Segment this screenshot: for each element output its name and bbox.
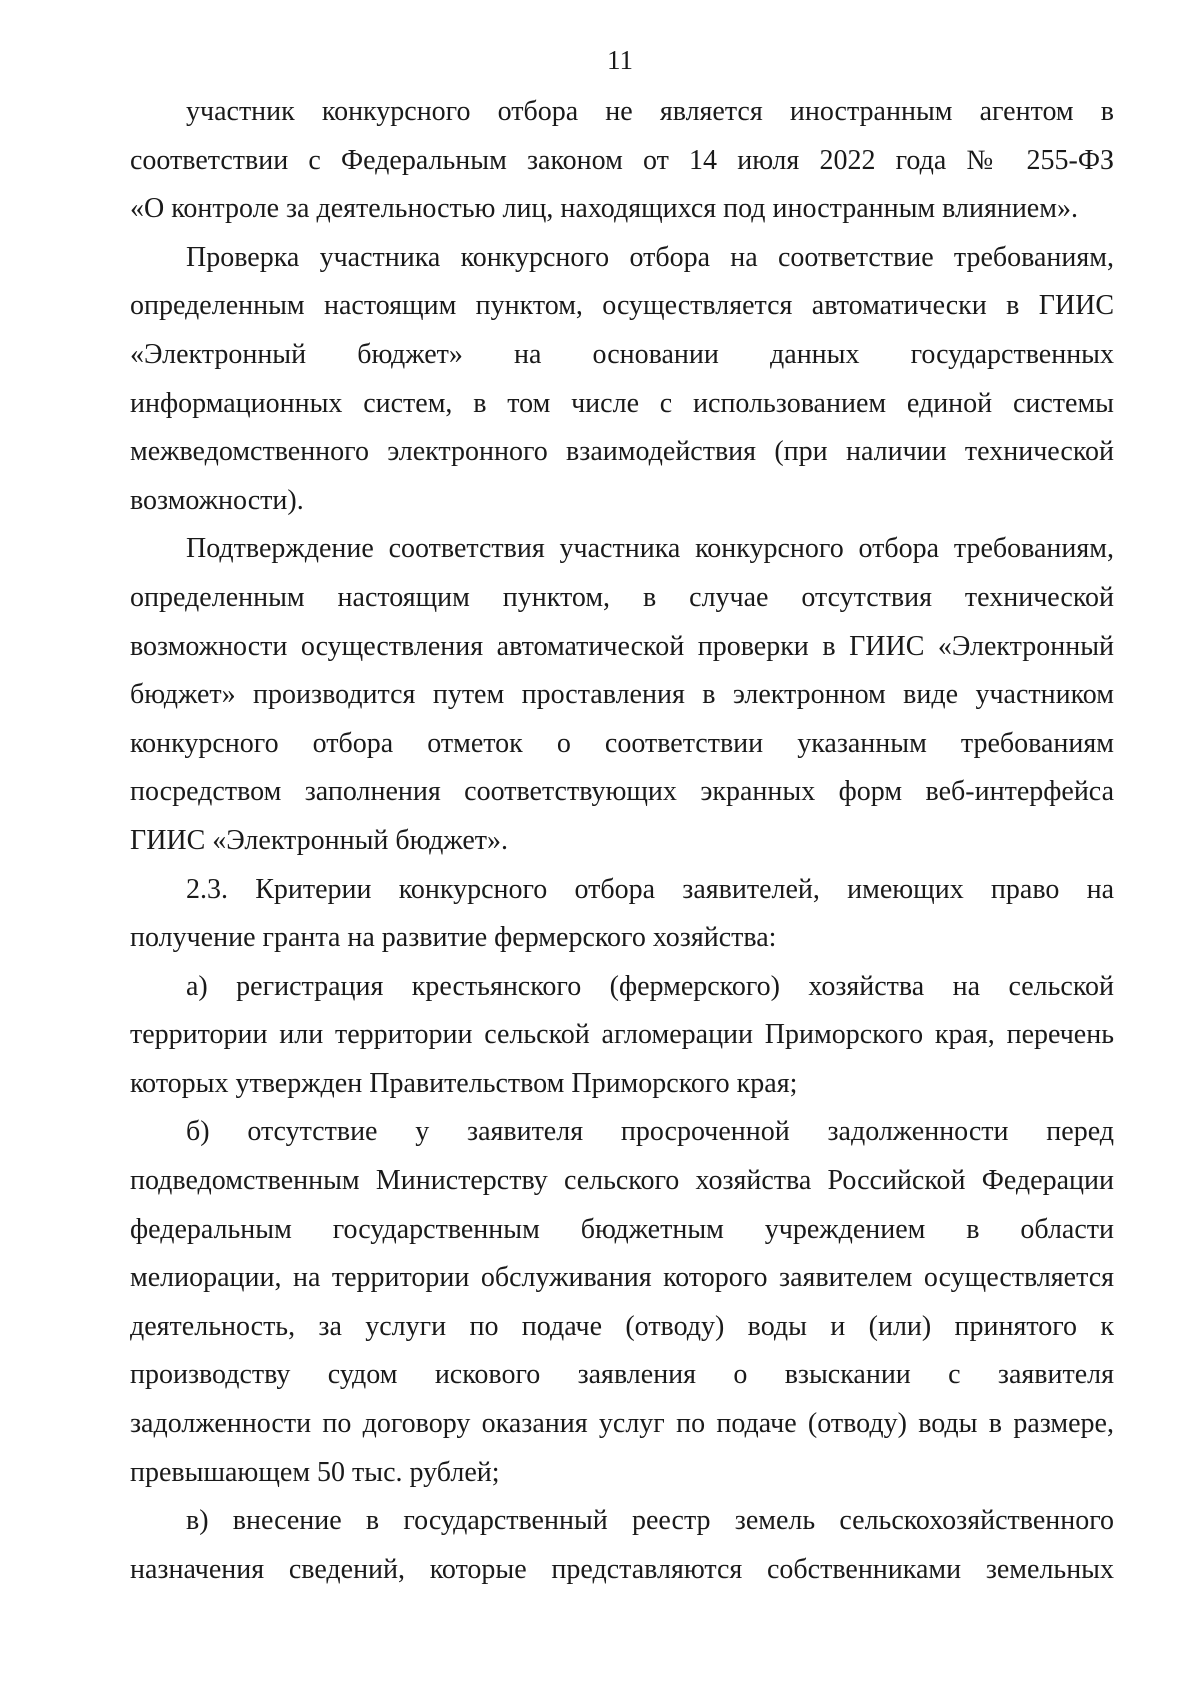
text-line: производству судом искового заявления о взыскании с заявителя xyxy=(130,1359,1114,1391)
text-line: ГИИС «Электронный бюджет». xyxy=(130,824,509,856)
text-line: а) регистрация крестьянского (фермерского) хозяйства на сельской xyxy=(186,970,1114,1002)
text-line: подведомственным Министерству сельского хозяйства Российской Федерации xyxy=(130,1165,1114,1197)
text-line: мелиорации, на территории обслуживания которого заявителем осуществляется xyxy=(130,1262,1114,1294)
text-line: которых утвержден Правительством Приморского края; xyxy=(130,1067,798,1099)
text-line: 2.3. Критерии конкурсного отбора заявителей, имеющих право на xyxy=(186,873,1114,905)
text-line: возможности осуществления автоматической проверки в ГИИС «Электронный xyxy=(130,630,1114,662)
text-line: федеральным государственным бюджетным учреждением в области xyxy=(130,1213,1114,1245)
text-line: бюджет» производится путем проставления в электронном виде участником xyxy=(130,679,1114,711)
text-line: задолженности по договору оказания услуг по подаче (отводу) воды в размере, xyxy=(130,1408,1114,1440)
text-line: назначения сведений, которые представляются собственниками земельных xyxy=(130,1553,1114,1585)
page-number: 11 xyxy=(607,45,633,75)
text-line: «О контроле за деятельностью лиц, находящихся под иностранным влиянием». xyxy=(130,193,1078,225)
text-line: превышающем 50 тыс. рублей; xyxy=(130,1456,500,1488)
text-line: получение гранта на развитие фермерского хозяйства: xyxy=(130,922,777,954)
text-line: посредством заполнения соответствующих экранных форм веб-интерфейса xyxy=(130,776,1114,808)
text-line: территории или территории сельской агломерации Приморского края, перечень xyxy=(130,1019,1114,1051)
text-line: определенным настоящим пунктом, в случае отсутствия технической xyxy=(130,581,1114,613)
text-line: межведомственного электронного взаимодействия (при наличии технической xyxy=(130,436,1114,468)
text-line: соответствии с Федеральным законом от 14 июля 2022 года № 255-ФЗ xyxy=(130,144,1114,176)
text-line: «Электронный бюджет» на основании данных государственных xyxy=(130,338,1114,370)
text-line: б) отсутствие у заявителя просроченной задолженности перед xyxy=(186,1116,1114,1148)
document-body xyxy=(130,88,1114,1594)
text-line: информационных систем, в том числе с использованием единой системы xyxy=(130,387,1114,419)
text-line: деятельность, за услуги по подаче (отводу) воды и (или) принятого к xyxy=(130,1310,1114,1342)
text-line: возможности). xyxy=(130,484,304,516)
text-line: Проверка участника конкурсного отбора на соответствие требованиям, xyxy=(186,241,1114,273)
text-line: конкурсного отбора отметок о соответствии указанным требованиям xyxy=(130,727,1114,759)
text-line: участник конкурсного отбора не является иностранным агентом в xyxy=(186,96,1114,127)
text-line: Подтверждение соответствия участника конкурсного отбора требованиям, xyxy=(186,533,1114,565)
text-line: в) внесение в государственный реестр земель сельскохозяйственного xyxy=(186,1505,1114,1537)
text-line: определенным настоящим пунктом, осуществляется автоматически в ГИИС xyxy=(130,290,1114,322)
